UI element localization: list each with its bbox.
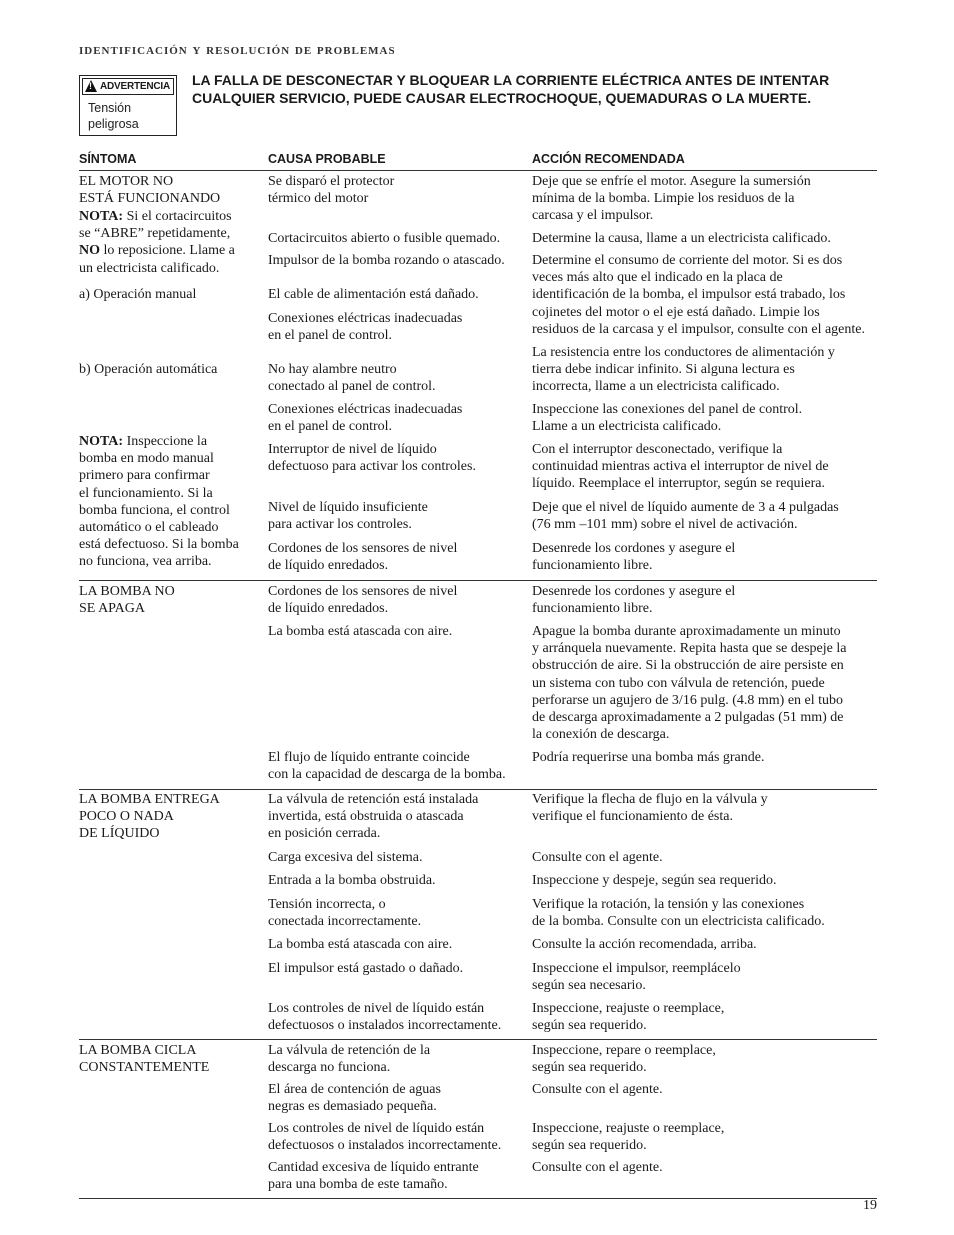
cause-cell: Tensión incorrecta, o conectada incorrectamente. (268, 897, 422, 930)
symptom-text: lo reposicione. Llame a un electricista calificado. (79, 243, 235, 276)
symptom-text: LA BOMBA ENTREGA POCO O NADA DE LÍQUIDO (79, 792, 220, 842)
cause-cell: Carga excesiva del sistema. (268, 850, 423, 865)
action-cell: Consulte con el agente. (532, 1082, 663, 1097)
section-title: identificación y resolución de problemas (79, 42, 396, 58)
divider (79, 580, 877, 581)
note-label: NOTA: (79, 209, 124, 224)
cause-cell: Cordones de los sensores de nivel de líquido enredados. (268, 584, 458, 617)
symptom-text: a) Operación manual (79, 287, 197, 302)
header-cause: CAUSA PROBABLE (268, 152, 386, 166)
action-cell: Con el interruptor desconectado, verifique la continuidad mientras activa el interruptor de nivel de líquido. Reemplace el interruptor, según se requiera. (532, 442, 829, 492)
cause-cell: Cortacircuitos abierto o fusible quemado. (268, 231, 501, 246)
divider (79, 1198, 877, 1199)
cause-cell: El cable de alimentación está dañado. (268, 287, 479, 302)
action-cell: Inspeccione y despeje, según sea requerido. (532, 873, 777, 888)
divider (79, 1039, 877, 1040)
action-cell: Consulte con el agente. (532, 1160, 663, 1175)
cause-cell: Cantidad excesiva de líquido entrante para una bomba de este tamaño. (268, 1160, 479, 1193)
symptom-text: Inspeccione la bomba en modo manual primero para confirmar el funcionamiento. Si la bomba funciona, el control automático o el cableado está defectuoso. Si la bomba no funciona, vea arriba. (79, 434, 239, 570)
cause-cell: Entrada a la bomba obstruida. (268, 873, 436, 888)
cause-cell: Conexiones eléctricas inadecuadas en el panel de control. (268, 311, 463, 344)
divider (79, 789, 877, 790)
cause-cell: La bomba está atascada con aire. (268, 937, 453, 952)
cause-cell: Interruptor de nivel de líquido defectuoso para activar los controles. (268, 442, 476, 475)
cause-cell: Cordones de los sensores de nivel de líquido enredados. (268, 541, 458, 574)
action-cell: Desenrede los cordones y asegure el funcionamiento libre. (532, 541, 736, 574)
action-cell: Inspeccione el impulsor, reemplácelo según sea necesario. (532, 961, 741, 994)
cause-cell: Impulsor de la bomba rozando o atascado. (268, 253, 505, 268)
cause-cell: La bomba está atascada con aire. (268, 624, 453, 639)
header-action: ACCIÓN RECOMENDADA (532, 152, 685, 166)
symptom-text: Si el cortacircuitos se “ABRE” repetidamente, (79, 209, 232, 242)
symptom-text: EL MOTOR NO ESTÁ FUNCIONANDO (79, 174, 221, 207)
warning-badge-label: ADVERTENCIA (100, 81, 171, 92)
action-cell: Apague la bomba durante aproximadamente un minuto y arránquela nuevamente. Repita hasta que se despeje la obstrucción de aire. Si la obstrucción de aire persiste en un sistema con tubo con válvula de retención, puede perforarse un agujero de 3/16 pulg. (4.8 mm) en el tubo de descarga aproximadamente a 2 pulgadas (51 mm) de la conexión de descarga. (532, 624, 847, 743)
action-cell: Consulte la acción recomendada, arriba. (532, 937, 757, 952)
action-cell: Deje que se enfríe el motor. Asegure la sumersión mínima de la bomba. Limpie los residuos de la carcasa y el impulsor. (532, 174, 811, 224)
cause-cell: La válvula de retención está instalada invertida, está obstruida o atascada en posición cerrada. (268, 792, 479, 842)
page-number: 19 (863, 1198, 877, 1213)
divider (79, 170, 877, 171)
cause-cell: El área de contención de aguas negras es demasiado pequeña. (268, 1082, 441, 1115)
action-cell: Consulte con el agente. (532, 850, 663, 865)
warning-text: LA FALLA DE DESCONECTAR Y BLOQUEAR LA CORRIENTE ELÉCTRICA ANTES DE INTENTAR CUALQUIER SERVICIO, PUEDE CAUSAR ELECTROCHOQUE, QUEMADURAS O LA MUERTE. (192, 72, 830, 106)
cause-cell: Conexiones eléctricas inadecuadas en el panel de control. (268, 402, 463, 435)
action-cell: Verifique la rotación, la tensión y las conexiones de la bomba. Consulte con un electricista calificado. (532, 897, 825, 930)
symptom-cell (79, 791, 220, 843)
cause-cell: El impulsor está gastado o dañado. (268, 961, 464, 976)
action-cell: Inspeccione, reajuste o reemplace, según sea requerido. (532, 1001, 725, 1034)
warning-badge-subtitle: Tensión peligrosa (88, 101, 139, 131)
warning-badge-header (82, 78, 174, 95)
action-cell: Desenrede los cordones y asegure el funcionamiento libre. (532, 584, 736, 617)
cause-cell: Nivel de líquido insuficiente para activar los controles. (268, 500, 428, 533)
cause-cell: No hay alambre neutro conectado al panel de control. (268, 362, 436, 395)
symptom-cell (79, 1042, 209, 1076)
cause-cell: Los controles de nivel de líquido están defectuosos o instalados incorrectamente. (268, 1121, 502, 1154)
warning-badge (79, 75, 177, 136)
symptom-cell (79, 361, 217, 378)
header-symptom: SÍNTOMA (79, 152, 137, 166)
action-cell: La resistencia entre los conductores de alimentación y tierra debe indicar infinito. Si alguna lectura es incorrecta, llame a un electricista calificado. (532, 345, 835, 395)
cause-cell: Se disparó el protector térmico del motor (268, 174, 395, 207)
action-cell: Inspeccione las conexiones del panel de control. Llame a un electricista calificado. (532, 402, 803, 435)
emphasis: NO (79, 243, 100, 259)
symptom-cell (79, 433, 239, 571)
symptom-cell (79, 583, 175, 617)
action-cell: Deje que el nivel de líquido aumente de 3 a 4 pulgadas (76 mm –101 mm) sobre el nivel de activación. (532, 500, 839, 533)
cause-cell: El flujo de líquido entrante coincide con la capacidad de descarga de la bomba. (268, 750, 506, 783)
cause-cell: La válvula de retención de la descarga no funciona. (268, 1043, 431, 1076)
action-cell: Inspeccione, repare o reemplace, según sea requerido. (532, 1043, 716, 1076)
symptom-cell (79, 286, 196, 303)
symptom-cell (79, 173, 220, 207)
action-cell: Verifique la flecha de flujo en la válvula y verifique el funcionamiento de ésta. (532, 792, 768, 825)
symptom-text: LA BOMBA NO SE APAGA (79, 584, 175, 617)
symptom-text: LA BOMBA CICLA CONSTANTEMENTE (79, 1043, 210, 1076)
cause-cell: Los controles de nivel de líquido están defectuosos o instalados incorrectamente. (268, 1001, 502, 1034)
symptom-text: b) Operación automática (79, 362, 218, 377)
action-cell: Podría requerirse una bomba más grande. (532, 750, 765, 765)
symptom-cell (79, 208, 235, 277)
note-label: NOTA: (79, 434, 124, 449)
warning-icon: ! (85, 80, 97, 92)
action-cell: Determine la causa, llame a un electricista calificado. (532, 231, 831, 246)
action-cell: Determine el consumo de corriente del motor. Si es dos veces más alto que el indicado en la placa de identificación de la bomba, el impulsor está trabado, los cojinetes del motor o el eje está dañado. Limpie los residuos de la carcasa y el impulsor, consulte con el agente. (532, 253, 865, 337)
action-cell: Inspeccione, reajuste o reemplace, según sea requerido. (532, 1121, 725, 1154)
